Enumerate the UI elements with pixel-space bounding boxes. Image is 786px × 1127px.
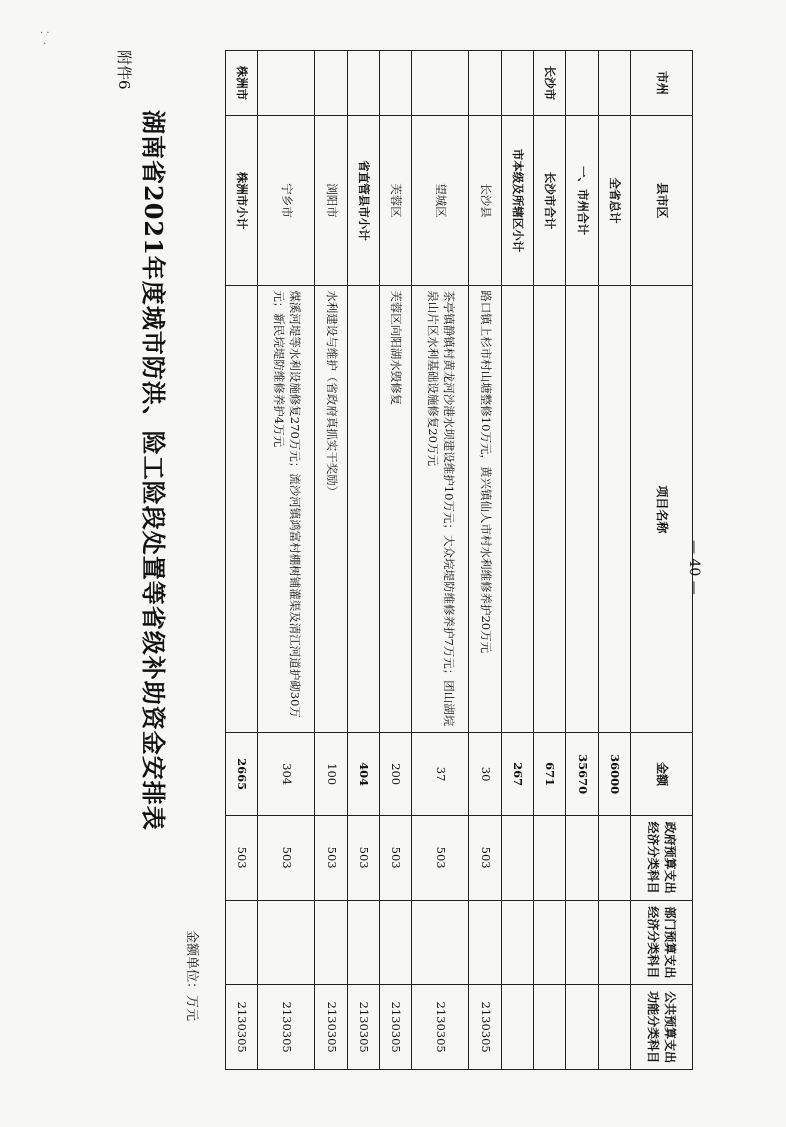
header-func-class: 公共预算支出功能分类科目 [631,985,693,1070]
func-class-cell: 2130305 [258,985,315,1070]
city-cell: 株洲市 [226,51,258,116]
attachment-label: 附件6 [115,50,133,90]
city-cell [258,51,315,116]
func-class-cell: 2130305 [380,985,412,1070]
header-dept-class: 部门预算支出经济分类科目 [631,900,693,985]
table-header-row [631,51,693,1070]
table-row [347,51,379,1070]
amount-cell: 37 [412,733,469,815]
county-cell: 株洲市小计 [226,115,258,286]
project-cell [226,286,258,733]
func-class-cell [598,985,630,1070]
gov-class-cell [566,815,598,900]
table-row [315,51,347,1070]
gov-class-cell [533,815,565,900]
project-cell: 芙蓉区向阳湖水毁修复 [380,286,412,733]
dept-class-cell [598,900,630,985]
table-row [258,51,315,1070]
project-cell [598,286,630,733]
amount-cell: 30 [469,733,501,815]
project-cell: 茶亭镇静镇村黄龙河沙港水坝建设维护10万元；大众垸堤防维修养护7万元；团山湖垸泉山片区水利基础设施修复20万元 [412,286,469,733]
gov-class-cell: 503 [412,815,469,900]
city-cell [566,51,598,116]
table-row [501,51,533,1070]
dept-class-cell [226,900,258,985]
funding-table [225,50,693,1070]
county-cell: 全省总计 [598,115,630,286]
page-title: 湖南省2021年度城市防洪、险工险段处置等省级补助资金安排表 [139,110,168,831]
dept-class-cell [469,900,501,985]
county-cell: 芙蓉区 [380,115,412,286]
county-cell: 长沙市合计 [533,115,565,286]
city-cell [412,51,469,116]
county-cell: 浏阳市 [315,115,347,286]
dept-class-cell [501,900,533,985]
project-cell: 水利建设与维护（省政府真抓实干奖励） [315,286,347,733]
amount-cell: 35670 [566,733,598,815]
amount-cell: 304 [258,733,315,815]
gov-class-cell [501,815,533,900]
county-cell: 市本级及所辖区小计 [501,115,533,286]
dept-class-cell [412,900,469,985]
unit-label: 金额单位：万元 [184,930,199,1022]
gov-class-cell: 503 [380,815,412,900]
func-class-cell [501,985,533,1070]
city-cell: 长沙市 [533,51,565,116]
table-row [380,51,412,1070]
amount-cell: 2665 [226,733,258,815]
func-class-cell: 2130305 [315,985,347,1070]
dept-class-cell [566,900,598,985]
gov-class-cell: 503 [258,815,315,900]
header-gov-class: 政府预算支出经济分类科目 [631,815,693,900]
amount-cell: 100 [315,733,347,815]
gov-class-cell [598,815,630,900]
city-cell [598,51,630,116]
amount-cell: 200 [380,733,412,815]
amount-cell: 267 [501,733,533,815]
project-cell: 路口镇上杉市村山塘整修10万元，黄兴镇仙人市村水利维修养护20万元 [469,286,501,733]
header-city: 市州 [631,51,693,116]
table-row [533,51,565,1070]
func-class-cell: 2130305 [347,985,379,1070]
county-cell: 一、市州合计 [566,115,598,286]
table-row [226,51,258,1070]
city-cell [315,51,347,116]
project-cell [533,286,565,733]
func-class-cell: 2130305 [469,985,501,1070]
table-row [412,51,469,1070]
amount-cell: 36000 [598,733,630,815]
table-row [566,51,598,1070]
table-row [598,51,630,1070]
header-project: 项目名称 [631,286,693,733]
project-cell [347,286,379,733]
project-cell [501,286,533,733]
func-class-cell [566,985,598,1070]
page-number: — 40 — [686,540,702,595]
gov-class-cell: 503 [315,815,347,900]
dept-class-cell [347,900,379,985]
project-cell [566,286,598,733]
gov-class-cell: 503 [347,815,379,900]
city-cell [347,51,379,116]
city-cell [501,51,533,116]
dept-class-cell [533,900,565,985]
header-county: 县市区 [631,115,693,286]
county-cell: 省直管县市小计 [347,115,379,286]
dept-class-cell [315,900,347,985]
rotated-sheet [115,50,693,1070]
city-cell [469,51,501,116]
table-row [469,51,501,1070]
county-cell: 宁乡市 [258,115,315,286]
scan-specks: · · · [40,28,50,50]
func-class-cell: 2130305 [412,985,469,1070]
amount-cell: 671 [533,733,565,815]
dept-class-cell [258,900,315,985]
dept-class-cell [380,900,412,985]
project-cell: 煤溪河堤等水利设施修复270万元；流沙河镇鸿富村棚树铺灌渠及清江河道护砌30万元；新民垸堤防维修养护4万元 [258,286,315,733]
header-amount: 金额 [631,733,693,815]
county-cell: 长沙县 [469,115,501,286]
city-cell [380,51,412,116]
gov-class-cell: 503 [469,815,501,900]
county-cell: 望城区 [412,115,469,286]
amount-cell: 404 [347,733,379,815]
func-class-cell [533,985,565,1070]
gov-class-cell: 503 [226,815,258,900]
func-class-cell: 2130305 [226,985,258,1070]
